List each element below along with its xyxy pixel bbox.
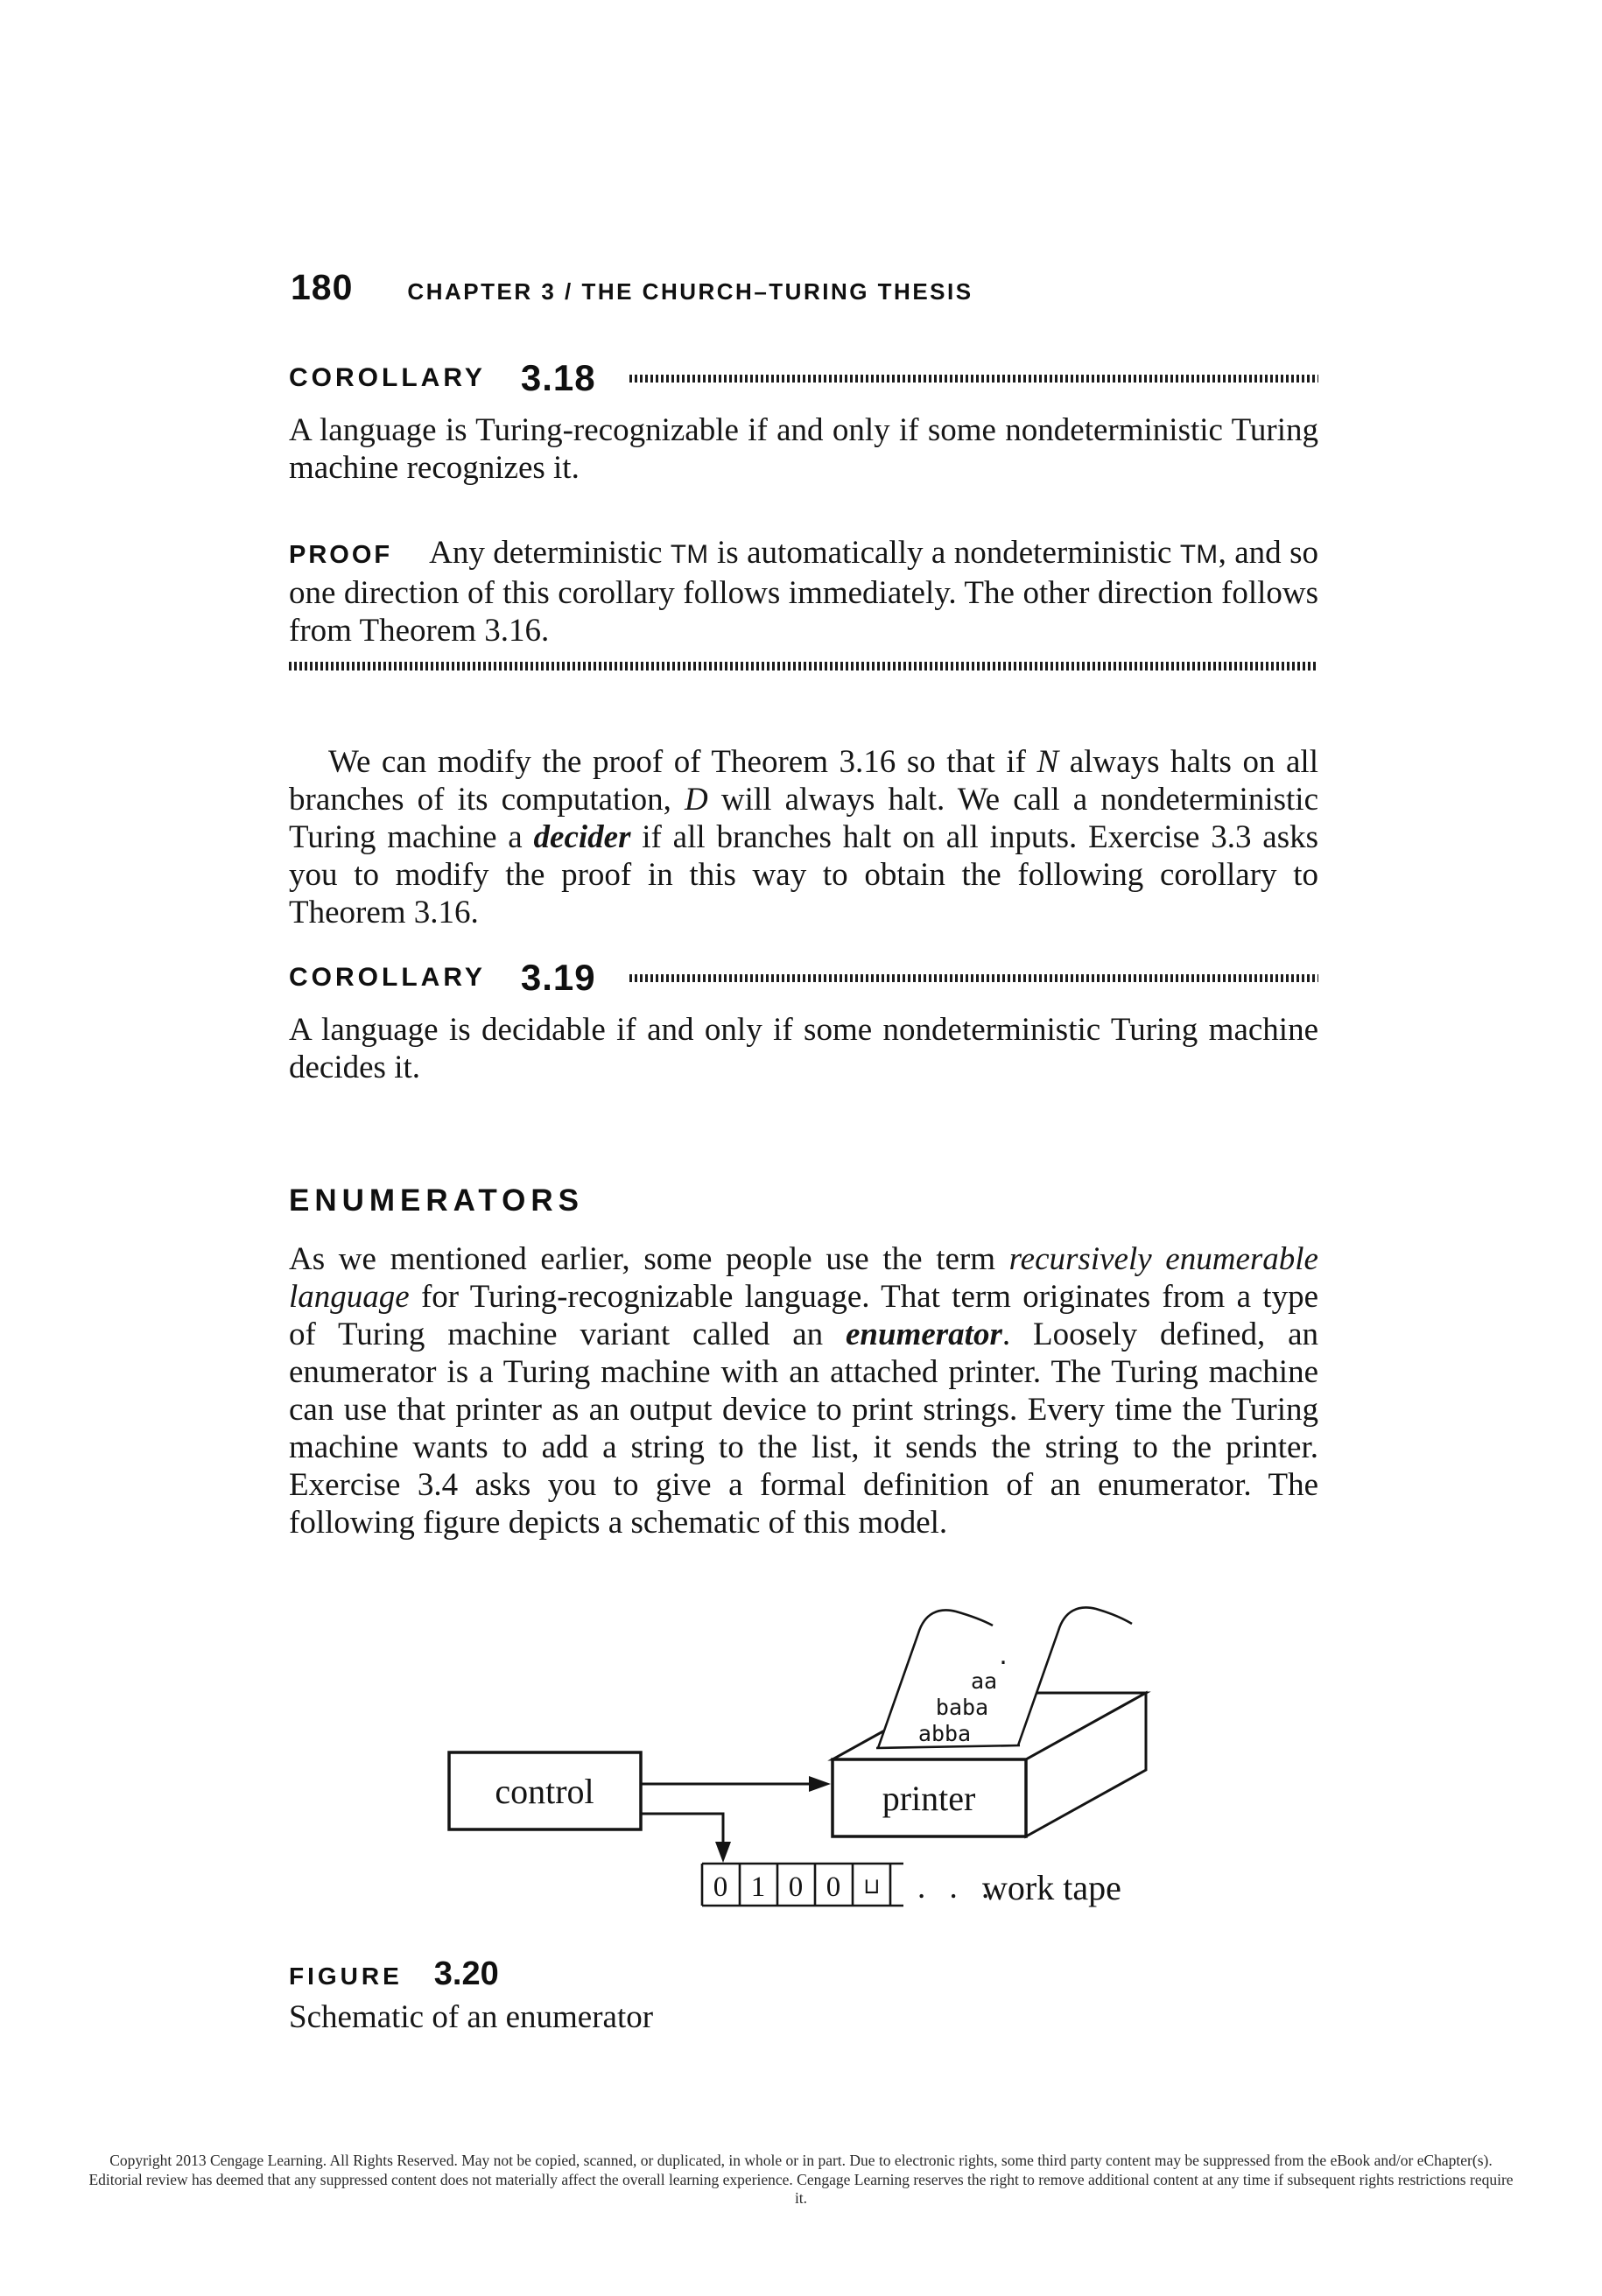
figure-caption-text-content: Schematic of an enumerator <box>289 1999 654 2035</box>
section-heading-enumerators <box>289 1183 584 1218</box>
enum-seg2: . Loosely defined, an enumerator is a Turing machine with an attached printer. The Turing machine can use that printer as an output device to print strings. Every time the Turing machine wants to add a string to the list, it sends the string to the printer. Exercise 3.4 asks you to give a formal definition of an enumerator. The following figure depicts a schematic of this model. <box>289 1317 1318 1541</box>
enumerators-heading-text: ENUMERATORS <box>289 1183 584 1218</box>
proof-seg2: , and so one direction of this corollary follows immediately. The other direction follows from Theorem 3.16. <box>289 535 1318 649</box>
modify-paragraph <box>289 743 1318 931</box>
corollary-318-heading <box>289 357 1318 399</box>
corollary-318-body <box>289 411 1318 487</box>
enumerator-schematic-figure <box>385 1589 1366 1934</box>
work-tape-label: work tape <box>982 1868 1121 1907</box>
enum-seg1: for Turing-recognizable language. That term originates from a type of Turing machine variant called an <box>289 1279 1318 1352</box>
chapter-header: CHAPTER 3 / THE CHURCH–TURING THESIS <box>407 278 973 305</box>
enumerators-paragraph <box>289 1240 1318 1541</box>
paper-string-aa: aa <box>970 1668 998 1694</box>
corollary-318-text: A language is Turing-recognizable if and only if some nondeterministic Turing machine recognizes it. <box>289 412 1318 486</box>
corollary-319-heading <box>289 957 1318 999</box>
control-label: control <box>495 1772 594 1811</box>
enum-seg0: As we mentioned earlier, some people use the term <box>289 1241 1009 1277</box>
tape-cell-3: 0 <box>826 1871 841 1903</box>
work-tape <box>702 1864 903 1906</box>
arrowhead-right <box>809 1776 831 1792</box>
modify-seg0: We can modify the proof of Theorem 3.16 so that if <box>328 744 1037 780</box>
variable-d: D <box>685 782 708 818</box>
figure-caption <box>289 1955 499 1993</box>
proof-label: PROOF <box>289 541 393 569</box>
modify-seg1: always halts on all branches of its computation, <box>289 744 1318 818</box>
variable-n: N <box>1036 744 1059 780</box>
corollary-318-label: COROLLARY <box>289 363 486 392</box>
proof-tm-2: TM <box>1179 540 1219 569</box>
proof-tm-1: TM <box>670 540 709 569</box>
corollary-319-number: 3.19 <box>520 957 596 998</box>
proof-seg1: is automatically a nondeterministic <box>708 535 1180 571</box>
term-recursively-enumerable: recursively enumerable language <box>289 1241 1318 1315</box>
modify-seg3: if all branches halt on all inputs. Exercise 3.3 asks you to modify the proof in this way to obtain the following corollary to Theorem 3.16. <box>289 819 1318 930</box>
paper-string-baba: baba <box>935 1695 989 1720</box>
tape-cell-0: 0 <box>713 1871 728 1903</box>
term-decider: decider <box>533 819 631 855</box>
copyright-text: Copyright 2013 Cengage Learning. All Rights Reserved. May not be copied, scanned, or duplicated, in whole or in part. Due to electronic rights, some third party content may be suppressed from the eBook and/or eChapter(s). Editorial review has deemed that any suppressed content does not materially affect the overall learning experience. Cengage Learning reserves the right to remove additional content at any time if subsequent rights restrictions require it. <box>88 2152 1514 2207</box>
paper-dot: . <box>996 1644 1010 1669</box>
corollary-319-label: COROLLARY <box>289 963 486 992</box>
proof-seg0: Any deterministic <box>429 535 671 571</box>
dotted-rule <box>629 974 1318 982</box>
corollary-319-body <box>289 1011 1318 1086</box>
tape-ellipsis: . . . <box>917 1870 998 1906</box>
proof-end-rule <box>289 662 1318 671</box>
corollary-318-number: 3.18 <box>520 357 596 398</box>
figure-caption-number: 3.20 <box>433 1955 499 1992</box>
proof-paragraph <box>289 534 1318 649</box>
figure-caption-text <box>289 1998 653 2036</box>
tape-cell-1: 1 <box>750 1871 766 1903</box>
dotted-rule <box>629 375 1318 383</box>
tape-cell-blank: ⊔ <box>863 1873 881 1899</box>
corollary-319-text: A language is decidable if and only if some nondeterministic Turing machine decides it. <box>289 1012 1318 1085</box>
figure-caption-label: FIGURE <box>289 1962 403 1990</box>
page-number: 180 <box>291 267 354 307</box>
running-head <box>291 267 973 308</box>
paper-string-abba: abba <box>917 1721 972 1746</box>
arrowhead-down <box>715 1842 731 1863</box>
control-to-tape-connector <box>641 1814 723 1849</box>
modify-seg2: will always halt. We call a nondeterministic Turing machine a <box>289 782 1318 855</box>
copyright-notice <box>83 2152 1519 2208</box>
printer-label: printer <box>882 1779 976 1818</box>
term-enumerator: enumerator <box>846 1317 1002 1352</box>
tape-cell-2: 0 <box>788 1871 804 1903</box>
